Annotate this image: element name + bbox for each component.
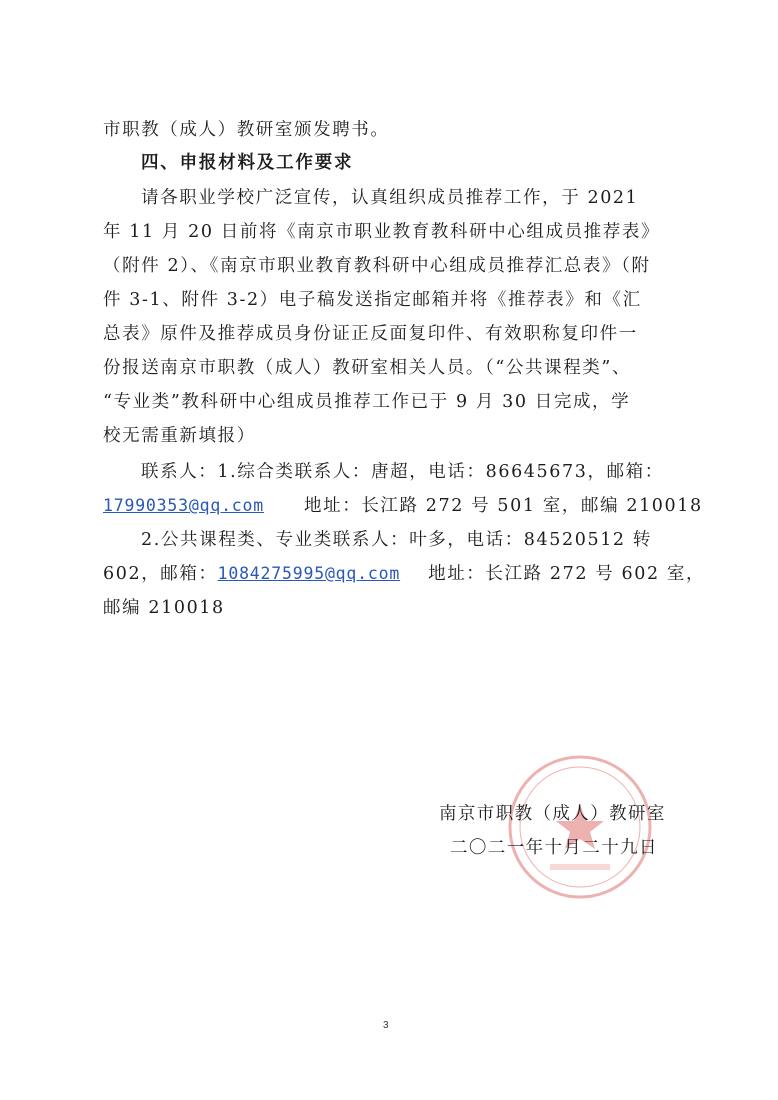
contact-1-address: 地址：长江路 272 号 501 室，邮编 210018 [304, 496, 703, 516]
section-heading: 四、申报材料及工作要求 [141, 153, 354, 173]
contact-2-email-link[interactable]: 1084275995@qq.com [217, 564, 401, 583]
page-number: 3 [383, 1020, 389, 1031]
paragraph-line-7: “专业类”教科研中心组成员推荐工作已于 9 月 30 日完成，学 [103, 392, 631, 412]
contact-2-address: 地址：长江路 272 号 602 室， [428, 564, 706, 584]
paragraph-line-3: （附件 2）、《南京市职业教育教科研中心组成员推荐汇总表》（附 [103, 256, 651, 276]
paragraph-line-1: 请各职业学校广泛宣传，认真组织成员推荐工作，于 2021 [141, 188, 639, 208]
contact-2-prefix: 602，邮箱： [103, 564, 218, 584]
signature-org: 南京市职教（成人）教研室 [439, 804, 666, 824]
official-seal-icon [505, 752, 655, 902]
contact-1-line: 联系人：1.综合类联系人：唐超，电话：86645673，邮箱： [141, 462, 664, 482]
contact-2-line: 2.公共课程类、专业类联系人：叶多，电话：84520512 转 [141, 530, 652, 550]
paragraph-line-8: 校无需重新填报） [103, 426, 256, 446]
paragraph-line-5: 总表》原件及推荐成员身份证正反面复印件、有效职称复印件一 [103, 324, 638, 344]
paragraph-line-4: 件 3-1、附件 3-2）电子稿发送指定邮箱并将《推荐表》和《汇 [103, 290, 642, 310]
paragraph-line-2: 年 11 月 20 日前将《南京市职业教育教科研中心组成员推荐表》 [103, 222, 661, 242]
contact-2-postcode: 邮编 210018 [103, 598, 225, 618]
body-line-1: 市职教（成人）教研室颁发聘书。 [103, 120, 390, 140]
contact-1-row [103, 494, 703, 518]
signature-date: 二〇二一年十月二十九日 [450, 838, 658, 858]
contact-1-email-link[interactable]: 17990353@qq.com [103, 496, 265, 515]
contact-2-row [103, 562, 705, 586]
paragraph-line-6: 份报送南京市职教（成人）教研室相关人员。（“公共课程类”、 [103, 358, 632, 378]
